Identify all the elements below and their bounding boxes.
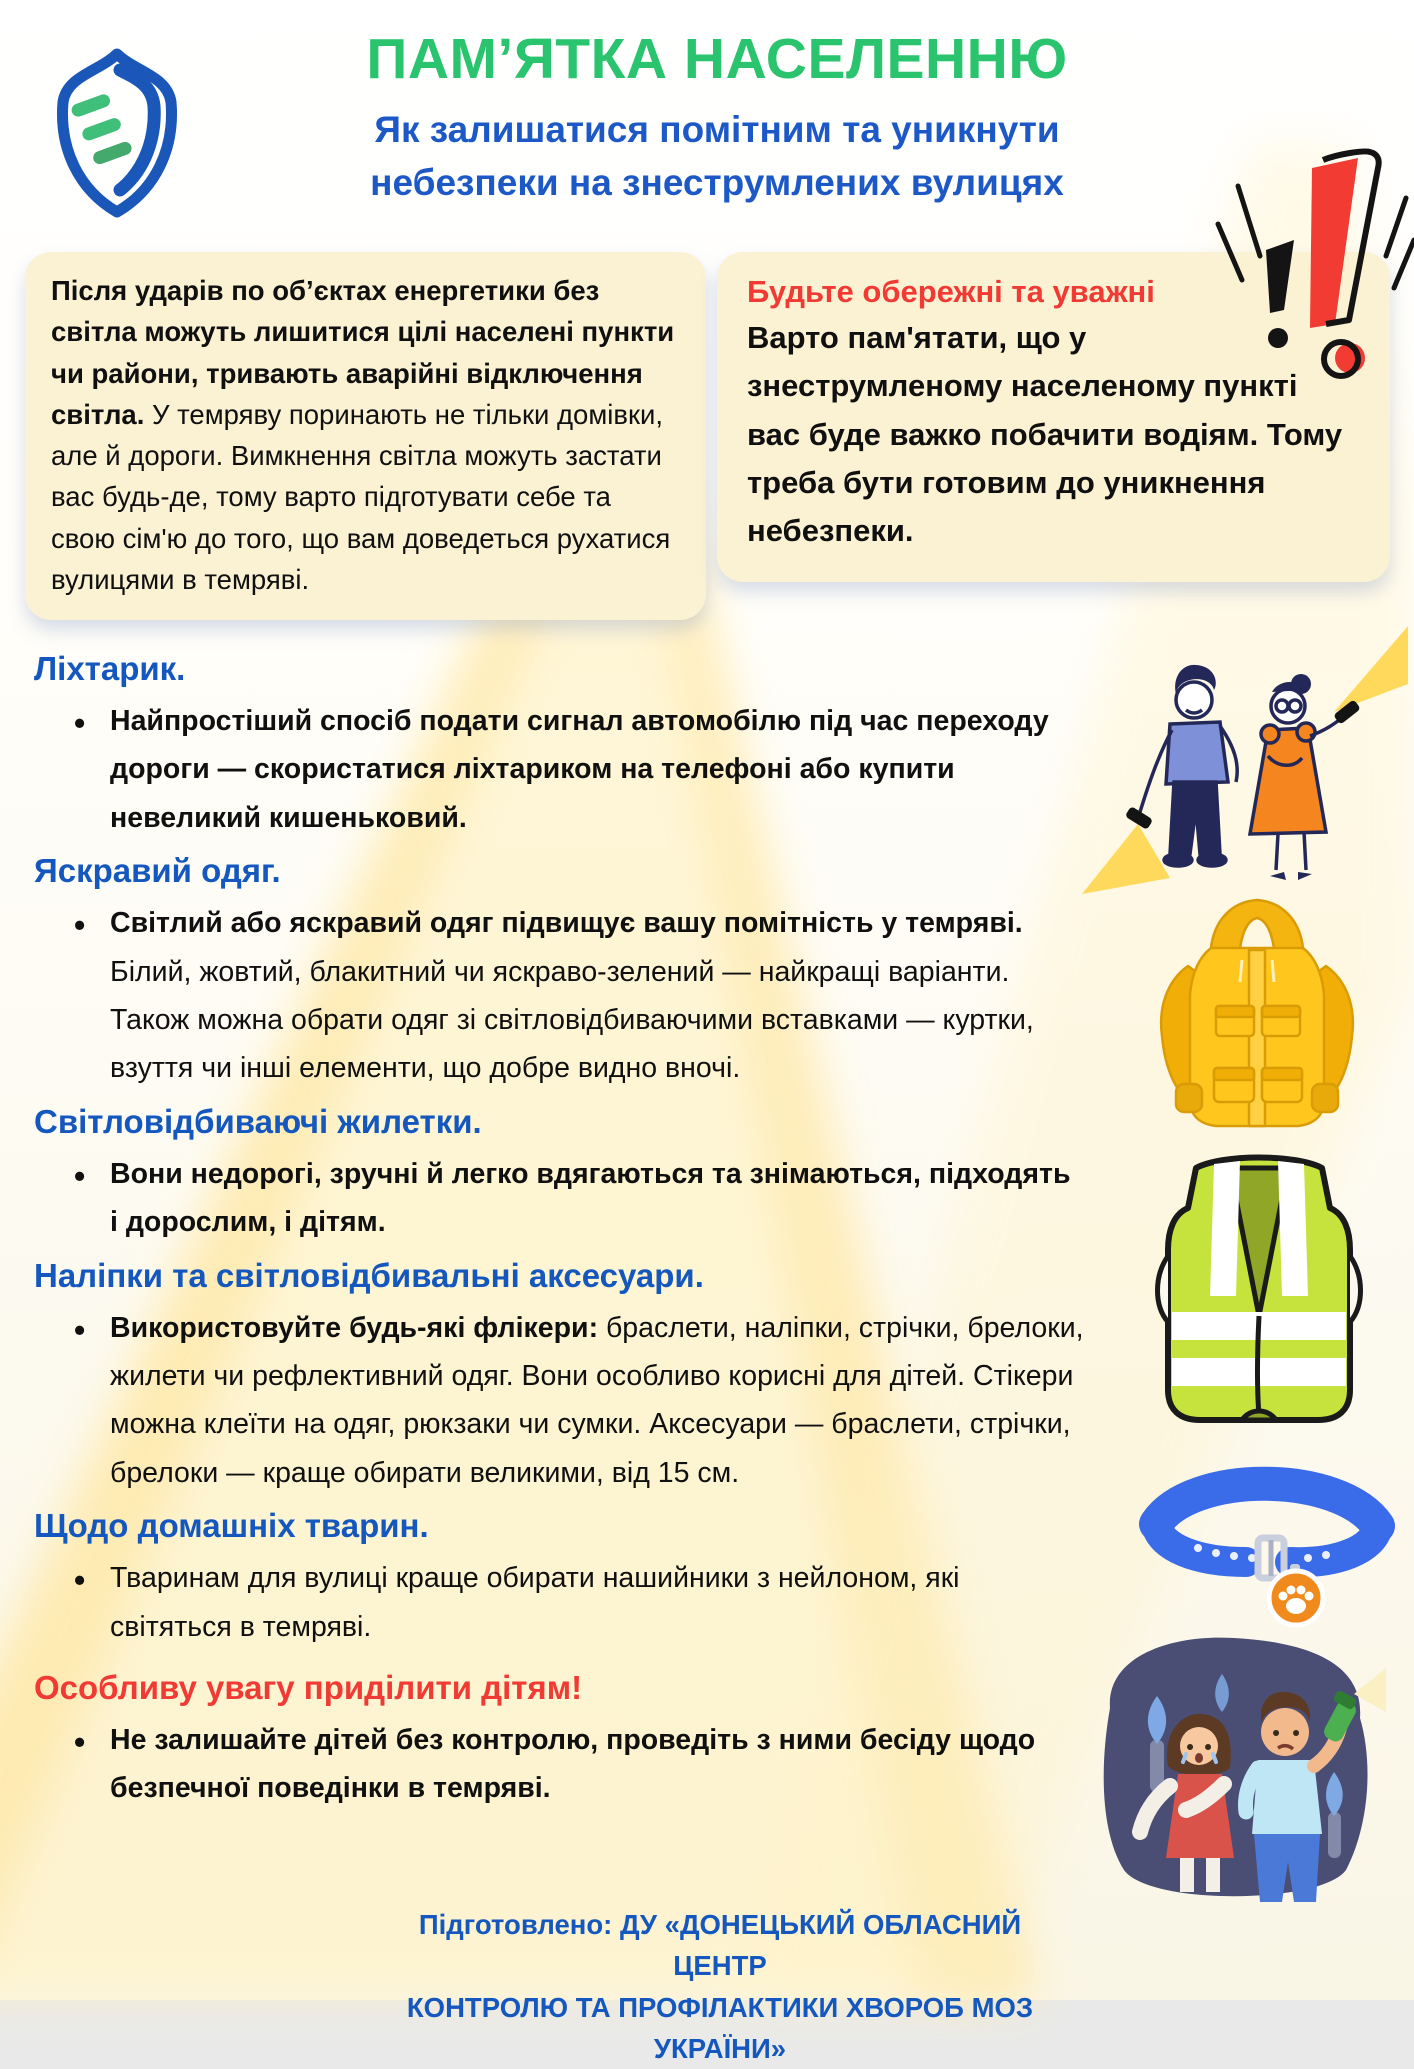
bullet-bold-text: Найпростіший спосіб подати сигнал автомобілю під час переходу дороги — скористатися ліхтариком на телефоні або купити невеликий кишеньковий. (110, 704, 1049, 834)
flashlight-beam-down (1082, 824, 1170, 894)
section-heading-bright-clothes: Яскравий одяг. (34, 852, 281, 890)
footer-line1: Підготовлено: ДУ «ДОНЕЦЬКИЙ ОБЛАСНИЙ ЦЕНТР (418, 1909, 1022, 1982)
reflective-vest-illustration (1130, 1146, 1388, 1442)
section-heading-children: Особливу увагу приділити дітям! (34, 1669, 583, 1707)
people-with-flashlights-illustration (1082, 626, 1408, 912)
yellow-jacket-photo (1118, 886, 1396, 1146)
warning-body: Варто пам'ятати, що у знеструмленому населеному пункті вас буде важко побачити водіям. Тому треба бути готовим до уникнення небезпеки. (747, 320, 1343, 549)
section-list-children (28, 1716, 1086, 1813)
bullet-regular-text: браслети, наліпки, стрічки, брелоки, жилети чи рефлективний одяг. Вони особливо корисні для дітей. Стікери можна клеїти на одяг, рюкзаки чи сумки. Аксесуари — браслети, стрічки, брелоки — краще обирати великими, від 15 см. (110, 1311, 1084, 1489)
logo-heart-lobe (120, 70, 154, 190)
footer-line2: КОНТРОЛЮ ТА ПРОФІЛАКТИКИ ХВОРОБ МОЗ УКРАЇНИ» (406, 1991, 1034, 2064)
section-list-bright-clothes (28, 899, 1086, 1093)
collar-strap-right (1290, 1526, 1378, 1562)
bullet-regular-text: Тваринам для вулиці краще обирати нашийники з нейлоном, які світяться в темряві. (110, 1562, 960, 1643)
page-title: ПАМ’ЯТКА НАСЕЛЕННЮ (366, 27, 1068, 91)
list-item (28, 1150, 1086, 1247)
collar-strap-top (1156, 1484, 1378, 1526)
section-list-pets (28, 1554, 1086, 1651)
subtitle-line2: небезпеки на знеструмлених вулицях (370, 161, 1064, 203)
footer-credit (388, 1904, 1052, 2069)
bullet-bold-text: Вони недорогі, зручні й легко вдягаються та знімаються, підходять і дорослим, і дітям. (110, 1157, 1071, 1239)
main-content (28, 640, 1086, 1817)
exclamation-warning-icon (1208, 128, 1408, 393)
subtitle-line1: Як залишатися помітним та уникнути (374, 109, 1060, 150)
intro-box (25, 252, 706, 620)
vest-left-armhole (1158, 1256, 1169, 1322)
intro-regular-text: У темряву поринають не тільки домівки, але й дороги. Вимкнення світла можуть застати вас будь-де, тому варто підготувати себе та свою сім'ю до того, що вам доведеться рухатися вулицями в темряві. (51, 398, 671, 595)
header (170, 26, 1264, 209)
flashlight-beam-up (1334, 626, 1408, 712)
warning-heading: Будьте обережні та уважні (747, 274, 1155, 309)
health-center-logo (46, 46, 188, 218)
bullet-regular-text: Білий, жовтий, блакитний чи яскраво-зелений — найкращі варіанти. Також можна обрати одяг зі світловідбиваючими вставками — куртки, взуття чи інші елементи, що добре видно вночі. (110, 955, 1034, 1085)
list-item (28, 1554, 1086, 1651)
section-list-flashlight (28, 697, 1086, 842)
dark-background-blob (1104, 1638, 1368, 1897)
small-exclamation-bar (1266, 240, 1294, 313)
section-list-vests (28, 1150, 1086, 1247)
section-list-stickers (28, 1304, 1086, 1498)
section-heading-stickers: Наліпки та світловідбивальні аксесуари. (34, 1256, 704, 1294)
small-exclamation-dot (1268, 328, 1288, 348)
bullet-bold-text: Світлий або яскравий одяг підвищує вашу помітність у темряві. (110, 907, 1023, 940)
intro-bold-text: Після ударів по об’єктах енергетики без світла можуть лишитися цілі населені пункти чи райони, тривають аварійні відключення світла. (51, 275, 675, 430)
children-in-dark-illustration (1082, 1616, 1386, 1910)
list-item (28, 1716, 1086, 1813)
list-item (28, 899, 1086, 1093)
vest-bottom-notch (1242, 1411, 1276, 1420)
list-item (28, 697, 1086, 842)
logo-green-stripes (70, 91, 134, 167)
section-heading-flashlight: Ліхтарик. (34, 650, 186, 687)
bullet-bold-text: Використовуйте будь-які флікери: (110, 1311, 599, 1344)
vest-right-armhole (1350, 1256, 1361, 1322)
section-heading-vests: Світловідбиваючі жилетки. (34, 1102, 482, 1140)
page-subtitle (170, 104, 1264, 209)
list-item (28, 1304, 1086, 1498)
section-heading-pets: Щодо домашніх тварин. (34, 1507, 429, 1545)
vest-center-seam (1258, 1316, 1260, 1416)
bullet-bold-text: Не залишайте дітей без контролю, проведіть з ними бесіду щодо безпечної поведінки в темряві. (110, 1723, 1036, 1805)
pet-collar-illustration (1140, 1448, 1392, 1626)
